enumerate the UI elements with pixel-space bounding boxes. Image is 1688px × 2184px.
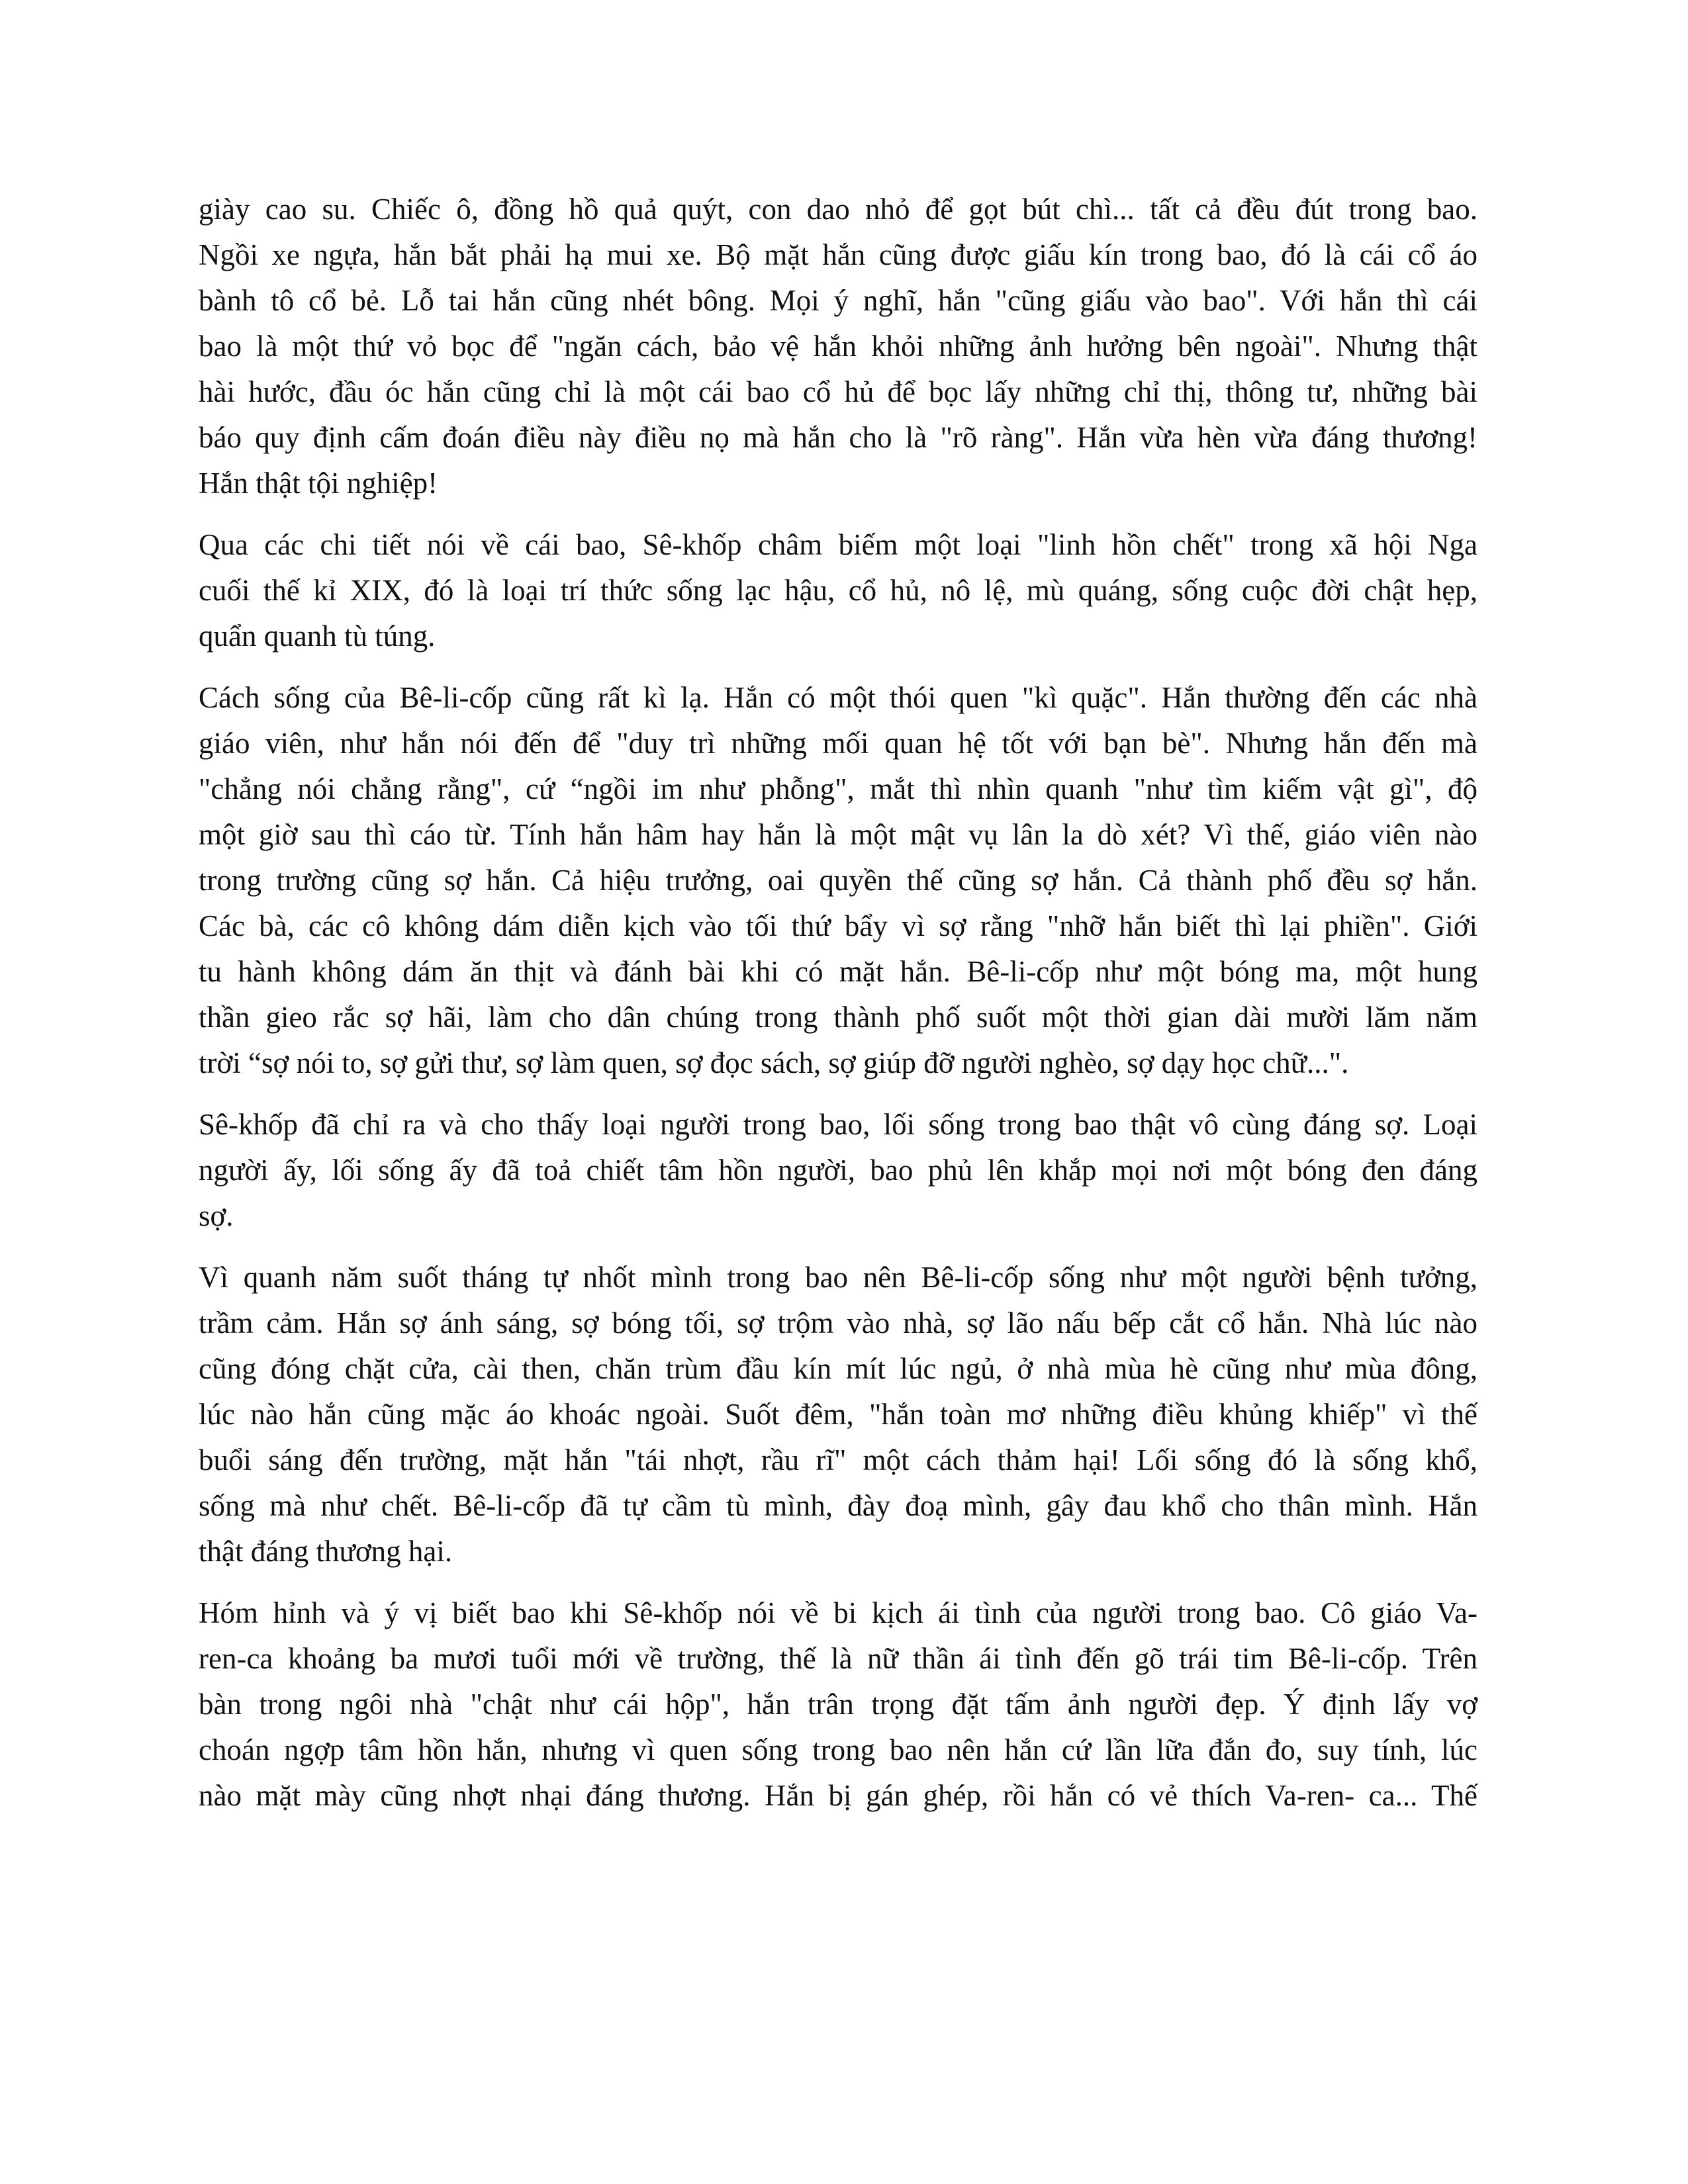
text-line: Hóm hỉnh và ý vị biết bao khi Sê-khốp nói về bi kịch ái tình của người trong bao. Cô giáo Va-	[199, 1596, 1477, 1629]
text-line: một giờ sau thì cáo từ. Tính hắn hâm hay hắn là một mật vụ lân la dò xét? Vì thế, giáo viên nào	[199, 818, 1477, 851]
text-line: sống mà như chết. Bê-li-cốp đã tự cầm tù mình, đày đoạ mình, gây đau khổ cho thân mình. Hắn	[199, 1489, 1477, 1522]
paragraph-4	[199, 1102, 1477, 1239]
text-line: quẩn quanh tù túng.	[199, 619, 436, 653]
text-line: ren-ca khoảng ba mươi tuổi mới về trường, thế là nữ thần ái tình đến gõ trái tim Bê-li-cốp. Trên	[199, 1642, 1477, 1675]
text-line: buổi sáng đến trường, mặt hắn "tái nhợt, rầu rĩ" một cách thảm hại! Lối sống đó là sống khổ,	[199, 1443, 1477, 1477]
text-line: Ngồi xe ngựa, hắn bắt phải hạ mui xe. Bộ mặt hắn cũng được giấu kín trong bao, đó là cái cổ áo	[199, 238, 1477, 271]
text-line: Vì quanh năm suốt tháng tự nhốt mình trong bao nên Bê-li-cốp sống như một người bệnh tưởng,	[199, 1261, 1477, 1294]
text-line: báo quy định cấm đoán điều này điều nọ mà hắn cho là "rõ ràng". Hắn vừa hèn vừa đáng thương!	[199, 421, 1477, 454]
text-line: bàn trong ngôi nhà "chật như cái hộp", hắn trân trọng đặt tấm ảnh người đẹp. Ý định lấy vợ	[199, 1688, 1477, 1721]
paragraph-3	[199, 675, 1477, 1086]
paragraph-5	[199, 1255, 1477, 1574]
text-line: Cách sống của Bê-li-cốp cũng rất kì lạ. Hắn có một thói quen "kì quặc". Hắn thường đến các nhà	[199, 681, 1477, 714]
text-line: trời “sợ nói to, sợ gửi thư, sợ làm quen, sợ đọc sách, sợ giúp đỡ người nghèo, sợ dạy học chữ...".	[199, 1046, 1349, 1079]
text-line: nào mặt mày cũng nhợt nhại đáng thương. Hắn bị gán ghép, rồi hắn có vẻ thích Va-ren- ca... Thế	[199, 1779, 1477, 1812]
text-line: tu hành không dám ăn thịt và đánh bài khi có mặt hắn. Bê-li-cốp như một bóng ma, một hung	[199, 955, 1477, 988]
text-line: thần gieo rắc sợ hãi, làm cho dân chúng trong thành phố suốt một thời gian dài mười lăm năm	[199, 1001, 1477, 1034]
text-line: bành tô cổ bẻ. Lỗ tai hắn cũng nhét bông. Mọi ý nghĩ, hắn "cũng giấu vào bao". Với hắn thì cái	[199, 284, 1477, 317]
paragraph-6	[199, 1590, 1477, 1819]
text-line: Sê-khốp đã chỉ ra và cho thấy loại người trong bao, lối sống trong bao thật vô cùng đáng sợ. Loại	[199, 1108, 1477, 1141]
text-line: choán ngợp tâm hồn hắn, nhưng vì quen sống trong bao nên hắn cứ lần lữa đắn đo, suy tính, lúc	[199, 1733, 1477, 1766]
text-line: cuối thế kỉ XIX, đó là loại trí thức sống lạc hậu, cổ hủ, nô lệ, mù quáng, sống cuộc đời chật hẹp,	[199, 574, 1477, 607]
text-line: Các bà, các cô không dám diễn kịch vào tối thứ bẩy vì sợ rằng "nhỡ hắn biết thì lại phiền". Giới	[199, 909, 1477, 942]
text-line: người ấy, lối sống ấy đã toả chiết tâm hồn người, bao phủ lên khắp mọi nơi một bóng đen đáng	[199, 1154, 1477, 1187]
document-body	[199, 187, 1477, 1835]
text-line: Hắn thật tội nghiệp!	[199, 467, 438, 500]
text-line: trong trường cũng sợ hắn. Cả hiệu trưởng, oai quyền thế cũng sợ hắn. Cả thành phố đều sợ hắn.	[199, 864, 1477, 897]
text-line: hài hước, đầu óc hắn cũng chỉ là một cái bao cổ hủ để bọc lấy những chỉ thị, thông tư, những bài	[199, 375, 1477, 408]
paragraph-2	[199, 522, 1477, 659]
text-line: thật đáng thương hại.	[199, 1535, 453, 1568]
text-line: giày cao su. Chiếc ô, đồng hồ quả quýt, con dao nhỏ để gọt bút chì... tất cả đều đút trong bao.	[199, 193, 1477, 226]
text-line: giáo viên, như hắn nói đến để "duy trì những mối quan hệ tốt với bạn bè". Nhưng hắn đến mà	[199, 727, 1477, 760]
text-line: bao là một thứ vỏ bọc để "ngăn cách, bảo vệ hắn khỏi những ảnh hưởng bên ngoài". Nhưng thật	[199, 330, 1477, 363]
paragraph-1	[199, 187, 1477, 506]
text-line: Qua các chi tiết nói về cái bao, Sê-khốp châm biếm một loại "linh hồn chết" trong xã hội Nga	[199, 528, 1477, 561]
text-line: sợ.	[199, 1199, 234, 1232]
text-line: "chẳng nói chẳng rằng", cứ “ngồi im như phỗng", mắt thì nhìn quanh "như tìm kiếm vật gì", độ	[199, 772, 1477, 805]
text-line: trầm cảm. Hắn sợ ánh sáng, sợ bóng tối, sợ trộm vào nhà, sợ lão nấu bếp cắt cổ hắn. Nhà lúc nào	[199, 1306, 1477, 1340]
text-line: cũng đóng chặt cửa, cài then, chăn trùm đầu kín mít lúc ngủ, ở nhà mùa hè cũng như mùa đông,	[199, 1352, 1477, 1385]
text-line: lúc nào hắn cũng mặc áo khoác ngoài. Suốt đêm, "hắn toàn mơ những điều khủng khiếp" vì thế	[199, 1398, 1477, 1431]
